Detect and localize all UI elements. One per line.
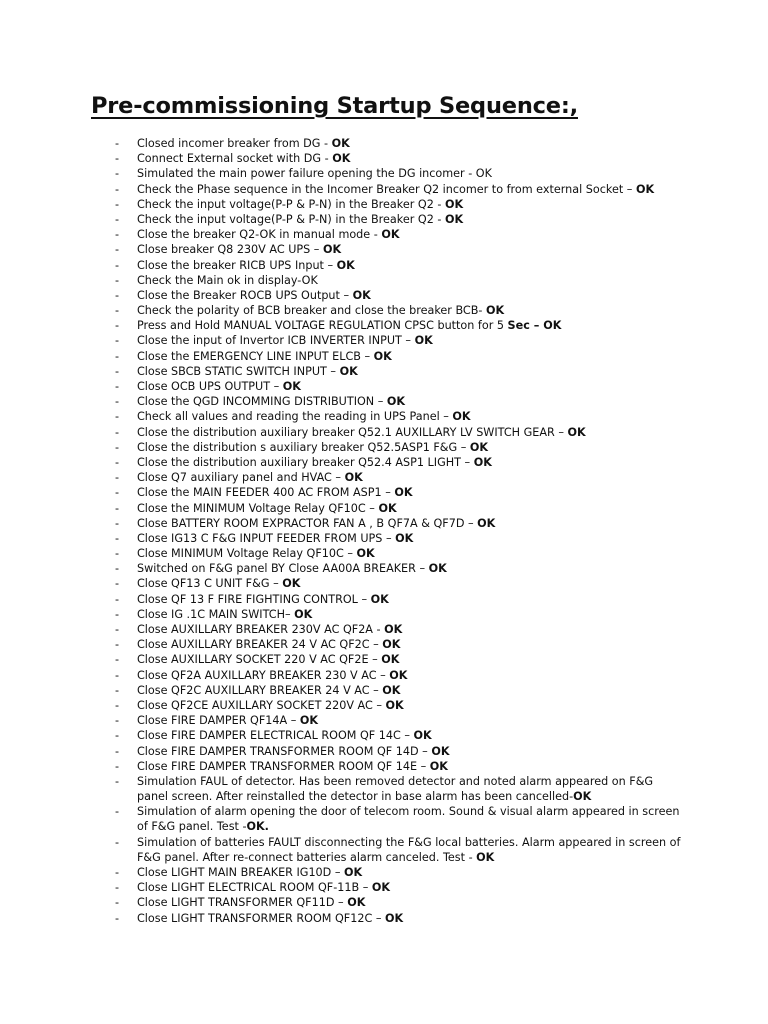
list-bullet-dash: - [115,349,120,363]
step-status-ok: OK [322,243,342,257]
step-status-ok: OK [299,714,319,728]
list-item [0,576,768,591]
step-status-ok: OK [344,866,363,880]
step-description: Close the QGD INCOMMING DISTRIBUTION – [137,395,387,409]
list-item [0,166,768,181]
step-text [137,865,687,880]
step-status-ok: OK [389,668,408,682]
step-status-ok: OK [332,152,351,166]
list-item [0,728,768,743]
list-bullet-dash: - [115,744,120,758]
step-description: Close BATTERY ROOM EXPRACTOR FAN A , B QF7A & QF7D – [137,516,478,530]
step-description: Simulated the main power failure opening the DG incomer - OK [137,167,492,181]
list-bullet-dash: - [115,364,120,378]
step-description: Close the MAIN FEEDER 400 AC FROM ASP1 – [137,486,395,500]
step-description: Check the polarity of BCB breaker and close the breaker BCB- [137,304,487,318]
list-item [0,501,768,516]
list-bullet-dash: - [115,774,120,788]
list-bullet-dash: - [115,304,120,318]
list-item [0,668,768,683]
step-text [137,379,687,394]
list-bullet-dash: - [115,638,120,652]
step-description: Close AUXILLARY SOCKET 220 V AC QF2E – [137,653,382,667]
list-item [0,288,768,303]
step-text [137,835,687,865]
list-item [0,698,768,713]
step-description: Close IG13 C F&G INPUT FEEDER FROM UPS – [137,531,396,545]
step-text [137,364,687,379]
step-description: Close MINIMUM Voltage Relay QF10C – [137,547,357,561]
list-bullet-dash: - [115,228,120,242]
step-description: Simulation FAUL of detector. Has been removed detector and noted alarm appeared on F&G panel screen. After reinstalled the detector in base alarm has been cancelled- [137,774,654,804]
list-item [0,774,768,804]
step-description: Close QF2CE AUXILLARY SOCKET 220V AC – [137,698,386,712]
list-bullet-dash: - [115,668,120,682]
step-description: Close QF2C AUXILLARY BREAKER 24 V AC – [137,683,383,697]
list-bullet-dash: - [115,896,120,910]
list-bullet-dash: - [115,623,120,636]
list-item [0,425,768,440]
step-status-ok: OK [331,137,350,150]
list-bullet-dash: - [115,137,120,150]
list-bullet-dash: - [115,334,120,348]
list-bullet-dash: - [115,288,120,302]
step-description: Close LIGHT TRANSFORMER ROOM QF12C – [137,911,385,925]
list-bullet-dash: - [115,455,120,469]
step-text [137,288,687,303]
step-text [137,455,687,470]
list-bullet-dash: - [115,577,120,591]
step-description: Close the EMERGENCY LINE INPUT ELCB – [137,349,374,363]
step-description: Close the breaker RICB UPS Input – [137,258,337,272]
step-text [137,713,687,728]
step-status-ok: OK [394,486,413,500]
step-status-ok: OK [282,380,301,393]
list-item [0,561,768,576]
list-bullet-dash: - [115,683,120,697]
step-status-ok: OK [344,471,363,485]
list-bullet-dash: - [115,319,120,333]
step-status-ok: OK [395,531,414,545]
step-status-ok: OK [352,288,371,302]
step-description: Close FIRE DAMPER ELECTRICAL ROOM QF 14C – [137,729,414,743]
step-description: Close FIRE DAMPER TRANSFORMER ROOM QF 14E – [137,759,430,773]
step-description: Check the Main ok in display-OK [137,273,318,287]
list-item [0,607,768,622]
list-bullet-dash: - [115,501,120,515]
step-status-ok: OK [384,911,404,925]
step-status-ok: OK [373,349,392,363]
list-item [0,911,768,926]
step-description: Close LIGHT MAIN BREAKER IG10D – [137,866,344,880]
step-text [137,425,687,440]
list-bullet-dash: - [115,425,120,439]
list-item [0,895,768,910]
list-item [0,197,768,212]
step-text [137,273,687,288]
step-text [137,592,687,607]
step-text [137,546,687,561]
step-text [137,151,687,166]
step-description: Switched on F&G panel BY Close AA00A BREAKER – [137,562,429,576]
list-bullet-dash: - [115,152,120,166]
step-description: Close AUXILLARY BREAKER 230V AC QF2A - [137,623,385,636]
list-item [0,637,768,652]
step-description: Close QF 13 F FIRE FIGHTING CONTROL – [137,592,371,606]
list-item [0,485,768,500]
step-status-ok: OK [381,653,400,667]
step-status-ok: OK [635,182,655,196]
step-description: Close FIRE DAMPER QF14A – [137,714,300,728]
list-item [0,652,768,667]
step-text [137,182,687,197]
list-item [0,531,768,546]
step-description: Close the distribution auxiliary breaker Q52.4 ASP1 LIGHT – [137,455,474,469]
step-status-ok: OK [444,212,464,226]
list-item [0,835,768,865]
list-item [0,759,768,774]
step-description: Simulation of batteries FAULT disconnecting the F&G local batteries. Alarm appeared in screen of F&G panel. After re-connect batteries alarm canceled. Test - [137,835,681,864]
step-description: Closed incomer breaker from DG - [137,137,332,150]
list-item [0,151,768,166]
list-item [0,333,768,348]
page-title: Pre-commissioning Startup Sequence:, [91,93,578,119]
list-bullet-dash: - [115,547,120,561]
step-description: Close the breaker Q2-OK in manual mode - [137,228,382,242]
step-description: Close breaker Q8 230V AC UPS – [137,243,323,257]
list-bullet-dash: - [115,592,120,606]
step-text [137,804,687,834]
step-status-ok: OK [356,547,375,561]
list-bullet-dash: - [115,714,120,728]
list-bullet-dash: - [115,866,120,880]
list-item [0,258,768,273]
step-status-ok: OK [469,440,489,454]
step-description: Close the Breaker ROCB UPS Output – [137,288,353,302]
list-item [0,242,768,257]
step-text [137,576,687,591]
step-description: Close the input of Invertor ICB INVERTER INPUT – [137,334,415,348]
list-bullet-dash: - [115,243,120,257]
step-text [137,895,687,910]
step-description: Close FIRE DAMPER TRANSFORMER ROOM QF 14D – [137,744,432,758]
list-item [0,713,768,728]
step-description: Close AUXILLARY BREAKER 24 V AC QF2C – [137,638,383,652]
list-bullet-dash: - [115,835,120,849]
step-description: Check all values and reading the reading in UPS Panel – [137,410,453,424]
step-status-ok: OK [347,896,366,910]
step-description: Connect External socket with DG - [137,152,333,166]
step-description: Check the input voltage(P-P & P-N) in the Breaker Q2 - [137,197,445,211]
list-item [0,303,768,318]
step-status-ok: OK [476,850,495,864]
step-text [137,470,687,485]
step-status-ok: OK. [246,820,269,834]
step-status-ok: OK [382,638,401,652]
step-text [137,333,687,348]
step-text [137,501,687,516]
step-text [137,531,687,546]
step-description: Close IG .1C MAIN SWITCH– [137,607,295,621]
list-bullet-dash: - [115,562,120,576]
step-status-ok: OK [428,562,447,576]
step-description: Close LIGHT TRANSFORMER QF11D – [137,896,348,910]
step-description: Check the input voltage(P-P & P-N) in the Breaker Q2 - [137,212,445,226]
step-status-ok: OK [413,729,432,743]
step-text [137,744,687,759]
list-bullet-dash: - [115,440,120,454]
list-item [0,136,768,151]
step-status-ok: OK [477,516,496,530]
step-status-ok: Sec – OK [507,319,562,333]
step-status-ok: OK [381,228,400,242]
step-text [137,197,687,212]
step-text [137,759,687,774]
list-bullet-dash: - [115,380,120,393]
list-bullet-dash: - [115,653,120,667]
step-text [137,409,687,424]
step-status-ok: OK [385,698,404,712]
step-text [137,728,687,743]
step-text [137,166,687,181]
list-bullet-dash: - [115,881,120,895]
step-status-ok: OK [336,258,355,272]
step-description: Close the distribution s auxiliary breaker Q52.5ASP1 F&G – [137,440,470,454]
list-bullet-dash: - [115,167,120,181]
step-text [137,394,687,409]
list-bullet-dash: - [115,395,120,409]
step-text [137,485,687,500]
step-description: Close LIGHT ELECTRICAL ROOM QF-11B – [137,881,372,895]
step-description: Close SBCB STATIC SWITCH INPUT – [137,364,340,378]
list-item [0,683,768,698]
list-bullet-dash: - [115,729,120,743]
step-status-ok: OK [486,304,505,318]
list-item [0,227,768,242]
list-item [0,880,768,895]
step-text [137,303,687,318]
step-text [137,911,687,926]
list-item [0,865,768,880]
step-status-ok: OK [386,395,406,409]
list-item [0,212,768,227]
list-item [0,546,768,561]
step-description: Close QF13 C UNIT F&G – [137,577,283,591]
list-item [0,744,768,759]
step-status-ok: OK [370,592,389,606]
list-item [0,516,768,531]
list-item [0,470,768,485]
step-status-ok: OK [473,455,492,469]
list-bullet-dash: - [115,212,120,226]
list-bullet-dash: - [115,471,120,485]
step-text [137,668,687,683]
step-text [137,622,687,637]
step-status-ok: OK [414,334,433,348]
step-text [137,880,687,895]
step-status-ok: OK [378,501,397,515]
step-description: Close OCB UPS OUTPUT – [137,380,283,393]
step-status-ok: OK [384,623,403,636]
list-item [0,592,768,607]
list-bullet-dash: - [115,182,120,196]
step-status-ok: OK [282,577,301,591]
step-text [137,242,687,257]
list-item [0,182,768,197]
step-status-ok: OK [452,410,471,424]
step-description: Close the distribution auxiliary breaker Q52.1 AUXILLARY LV SWITCH GEAR – [137,425,568,439]
list-item [0,440,768,455]
step-description: Close the MINIMUM Voltage Relay QF10C – [137,501,379,515]
step-status-ok: OK [371,881,391,895]
list-bullet-dash: - [115,759,120,773]
list-bullet-dash: - [115,698,120,712]
list-bullet-dash: - [115,486,120,500]
step-text [137,349,687,364]
list-bullet-dash: - [115,607,120,621]
list-bullet-dash: - [115,273,120,287]
step-text [137,637,687,652]
list-item [0,318,768,333]
step-status-ok: OK [339,364,358,378]
step-description: Close QF2A AUXILLARY BREAKER 230 V AC – [137,668,390,682]
list-item [0,364,768,379]
list-bullet-dash: - [115,258,120,272]
list-item [0,394,768,409]
list-bullet-dash: - [115,911,120,925]
step-text [137,212,687,227]
list-item [0,349,768,364]
list-item [0,804,768,834]
step-text [137,516,687,531]
list-bullet-dash: - [115,197,120,211]
list-item [0,409,768,424]
step-text [137,227,687,242]
list-bullet-dash: - [115,410,120,424]
list-item [0,273,768,288]
list-item [0,379,768,394]
step-text [137,258,687,273]
step-text [137,136,687,151]
step-status-ok: OK [429,759,448,773]
step-text [137,607,687,622]
step-description: Close Q7 auxiliary panel and HVAC – [137,471,345,485]
step-text [137,698,687,713]
list-item [0,622,768,637]
step-status-ok: OK [573,790,592,804]
step-text [137,652,687,667]
list-bullet-dash: - [115,805,120,819]
step-status-ok: OK [444,197,464,211]
step-text [137,774,687,804]
step-text [137,440,687,455]
step-status-ok: OK [294,607,313,621]
startup-sequence-list [0,136,768,926]
step-text [137,683,687,698]
list-item [0,455,768,470]
list-bullet-dash: - [115,516,120,530]
step-status-ok: OK [567,425,586,439]
step-description: Simulation of alarm opening the door of telecom room. Sound & visual alarm appeared in screen of F&G panel. Test - [137,805,680,834]
step-description: Press and Hold MANUAL VOLTAGE REGULATION CPSC button for 5 [137,319,508,333]
step-status-ok: OK [431,744,450,758]
step-description: Check the Phase sequence in the Incomer Breaker Q2 incomer to from external Socket – [137,182,636,196]
step-status-ok: OK [382,683,401,697]
step-text [137,561,687,576]
list-bullet-dash: - [115,531,120,545]
step-text [137,318,687,333]
